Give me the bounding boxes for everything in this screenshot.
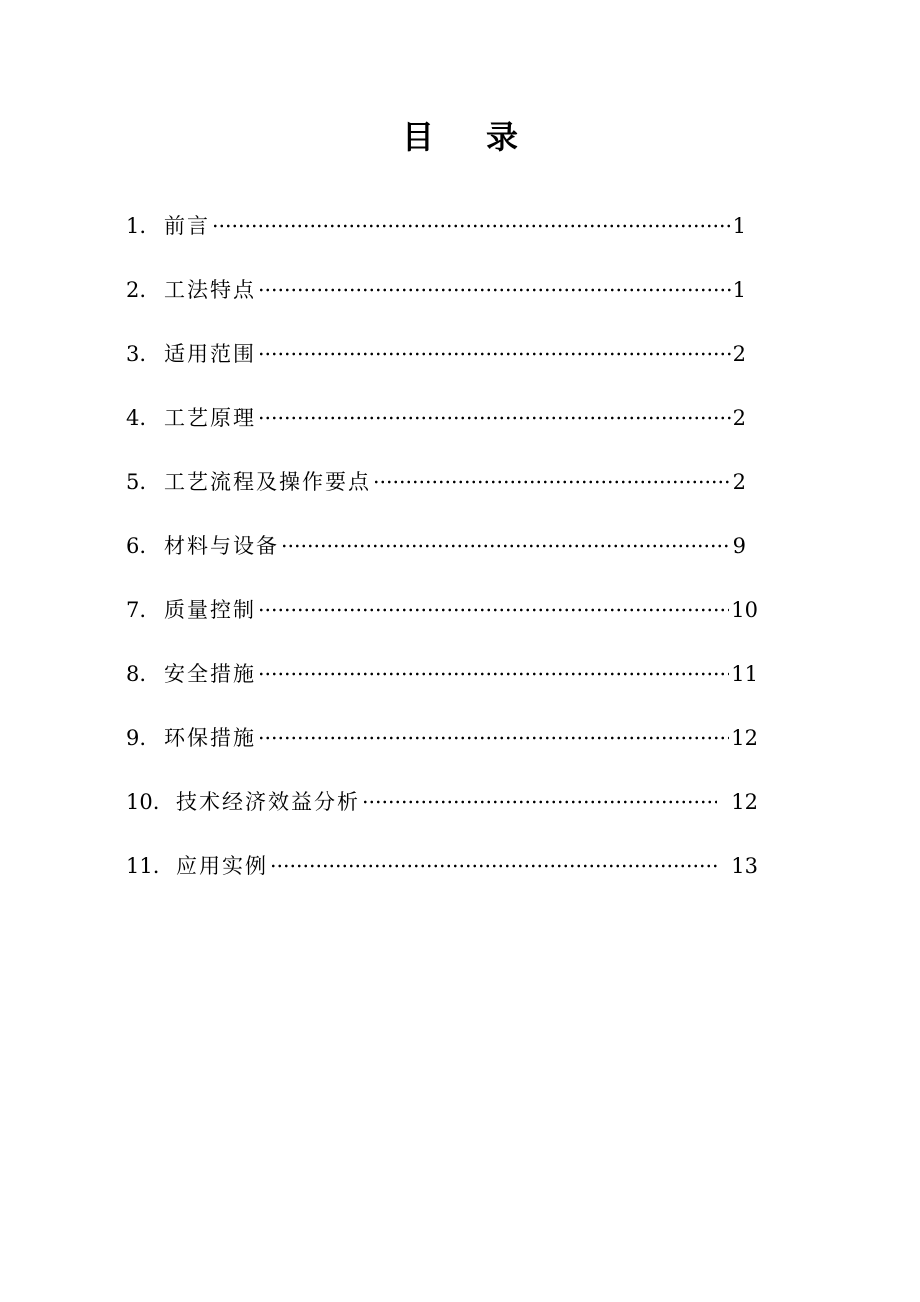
toc-entry-page: 2 — [732, 342, 746, 366]
toc-entry-label: 安全措施 — [164, 662, 256, 686]
toc-entry-label: 前言 — [164, 214, 210, 238]
toc-entry-11[interactable] — [126, 847, 758, 881]
toc-dot-leader — [258, 606, 729, 614]
toc-entry-2[interactable] — [126, 271, 746, 305]
toc-entry-4[interactable] — [126, 399, 746, 433]
toc-entry-number: 3. — [126, 342, 147, 366]
toc-entry-page: 2 — [732, 470, 746, 494]
toc-dot-leader — [212, 222, 731, 230]
toc-entry-number: 1. — [126, 214, 147, 238]
toc-entry-7[interactable] — [126, 591, 758, 625]
toc-entry-number: 11. — [126, 854, 160, 878]
toc-entry-page: 1 — [732, 278, 746, 302]
toc-entry-8[interactable] — [126, 655, 758, 689]
toc-entry-number: 4. — [126, 406, 147, 430]
toc-entry-3[interactable] — [126, 335, 746, 369]
toc-dot-leader — [258, 414, 731, 422]
toc-entry-10[interactable] — [126, 783, 758, 817]
toc-entry-number: 8. — [126, 662, 147, 686]
toc-entry-5[interactable] — [126, 463, 746, 497]
toc-entry-page: 1 — [732, 214, 746, 238]
toc-entry-number: 7. — [126, 598, 147, 622]
toc-dot-leader — [281, 542, 731, 550]
toc-dot-leader — [270, 862, 717, 870]
toc-dot-leader — [258, 286, 731, 294]
toc-entry-label: 适用范围 — [164, 342, 256, 366]
title-char-1: 目 — [401, 118, 434, 156]
toc-entry-number: 6. — [126, 534, 147, 558]
toc-dot-leader — [258, 670, 729, 678]
toc-dot-leader — [373, 478, 731, 486]
toc-entry-label: 工艺流程及操作要点 — [164, 470, 371, 494]
toc-entry-number: 5. — [126, 470, 147, 494]
toc-entry-6[interactable] — [126, 527, 746, 561]
toc-entry-label: 工艺原理 — [164, 406, 256, 430]
toc-entry-page: 12 — [731, 790, 758, 814]
toc-dot-leader — [258, 350, 731, 358]
toc-entry-number: 9. — [126, 726, 147, 750]
toc-entry-9[interactable] — [126, 719, 758, 753]
toc-entry-page: 10 — [731, 598, 758, 622]
toc-entry-label: 应用实例 — [176, 854, 268, 878]
toc-entry-page: 2 — [732, 406, 746, 430]
toc-entry-label: 环保措施 — [164, 726, 256, 750]
toc-entry-number: 10. — [126, 790, 160, 814]
toc-entry-1[interactable] — [126, 207, 746, 241]
toc-entry-label: 技术经济效益分析 — [176, 790, 360, 814]
toc-entry-label: 质量控制 — [164, 598, 256, 622]
toc-entry-page: 11 — [731, 662, 758, 686]
toc-entry-page: 9 — [732, 534, 746, 558]
toc-entry-page: 12 — [731, 726, 758, 750]
toc-entry-label: 材料与设备 — [164, 534, 279, 558]
toc-entry-page: 13 — [731, 854, 758, 878]
toc-dot-leader — [258, 734, 729, 742]
toc-entry-label: 工法特点 — [164, 278, 256, 302]
title-char-2: 录 — [486, 118, 519, 156]
toc-dot-leader — [362, 798, 717, 806]
toc-entry-number: 2. — [126, 278, 147, 302]
